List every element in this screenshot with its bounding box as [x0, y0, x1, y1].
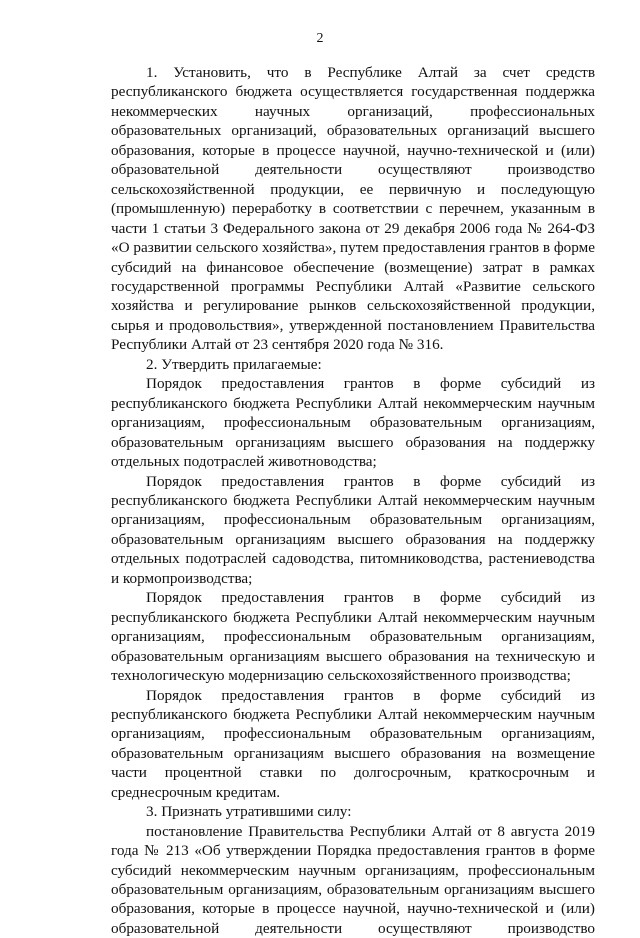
page-number: 2: [316, 31, 324, 46]
paragraph-order-livestock: Порядок предоставления грантов в форме субсидий из республиканского бюджета Республики Алтай некоммерческим научным организациям, профессиональным образовательным организациям, образовательным организациям высшего образования на поддержку отдельных подотраслей животноводства;: [111, 375, 595, 471]
document-body: [111, 63, 595, 938]
paragraph-item-1-establish-support: 1. Установить, что в Республике Алтай за счет средств республиканского бюджета осуществляется государственная поддержка некоммерческих научных организаций, профессиональных образовательных организаций, образовательных организаций высшего образования, которые в процессе научной, научно-технической и (или) образовательной деятельности осуществляют производство сельскохозяйственной продукции, ее первичную и последующую (промышленную) переработку в соответствии с перечнем, указанным в части 1 статьи 3 Федерального закона от 29 декабря 2006 года № 264-ФЗ «О развитии сельского хозяйства», путем предоставления грантов в форме субсидий на финансовое обеспечение (возмещение) затрат в рамках государственной программы Республики Алтай «Развитие сельского хозяйства и регулирование рынков сельскохозяйственной продукции, сырья и продовольствия», утвержденной постановлением Правительства Республики Алтай от 23 сентября 2020 года № 316.: [111, 64, 595, 354]
paragraph-item-2-approve: 2. Утвердить прилагаемые:: [146, 355, 322, 373]
paragraph-order-interest-rate: Порядок предоставления грантов в форме субсидий из республиканского бюджета Республики Алтай некоммерческим научным организациям, профессиональным образовательным организациям, образовательным организациям высшего образования на возмещение части процентной ставки по долгосрочным, краткосрочным и среднесрочным кредитам.: [111, 686, 595, 801]
paragraph-repealed-resolution: постановление Правительства Республики Алтай от 8 августа 2019 года № 213 «Об утверждении Порядка предоставления грантов в форме субсидий некоммерческим научным организациям, профессиональным образовательным организациям, образовательным организациям высшего образования, которые в процессе научной, научно-технической и (или) образовательной деятельности осуществляют производство: [111, 822, 595, 937]
paragraph-item-3-repeal: 3. Признать утратившими силу:: [146, 803, 352, 821]
paragraph-order-modernization: Порядок предоставления грантов в форме субсидий из республиканского бюджета Республики Алтай некоммерческим научным организациям, профессиональным образовательным организациям, образовательным организациям высшего образования на техническую и технологическую модернизацию сельскохозяйственного производства;: [111, 589, 595, 685]
paragraph-order-horticulture: Порядок предоставления грантов в форме субсидий из республиканского бюджета Республики Алтай некоммерческим научным организациям, профессиональным образовательным организациям, образовательным организациям высшего образования на поддержку отдельных подотраслей садоводства, питомниководства, растениеводства и кормопроизводства;: [111, 472, 595, 587]
